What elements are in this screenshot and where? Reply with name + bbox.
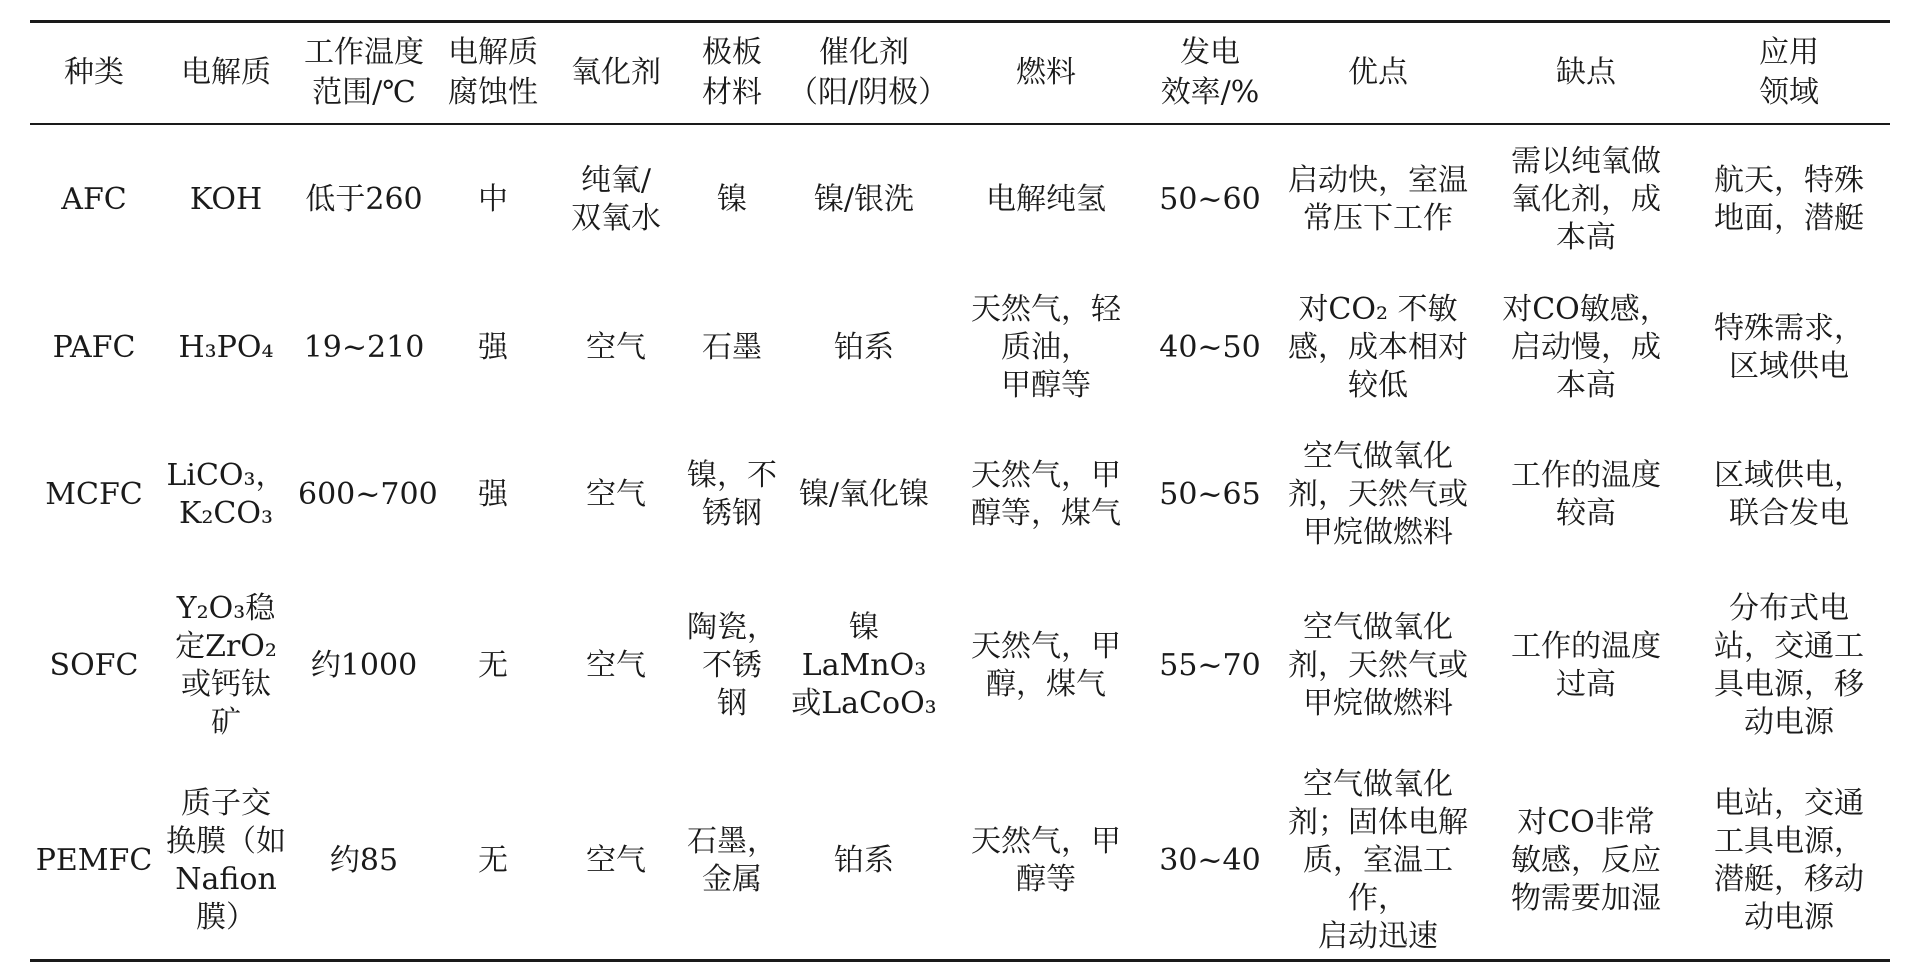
cell-corrosiveness: 无	[478, 648, 508, 683]
cell-type: PAFC	[52, 330, 136, 365]
cell-type: MCFC	[45, 477, 143, 512]
cell-fuel: 天然气，轻 质油， 甲醇等	[971, 292, 1121, 403]
cell-efficiency: 30~40	[1159, 843, 1261, 879]
cell-corrosiveness: 强	[478, 330, 508, 365]
cell-advantages: 对CO₂ 不敏 感，成本相对 较低	[1288, 292, 1468, 403]
cell-oxidant: 空气	[586, 843, 646, 879]
table-row-afc	[30, 124, 1890, 274]
cell-type: AFC	[61, 181, 127, 217]
header-type: 种类	[64, 55, 124, 90]
cell-electrolyte: H₃PO₄	[178, 330, 274, 365]
header-fuel: 燃料	[1016, 55, 1076, 90]
cell-fuel: 天然气，甲 醇等，煤气	[971, 458, 1121, 531]
cell-advantages: 启动快，室温 常压下工作	[1288, 162, 1468, 236]
cell-electrolyte: 质子交 换膜（如 Nafion 膜）	[166, 786, 286, 936]
header-temperature: 工作温度 范围/℃	[304, 35, 424, 110]
header-oxidant: 氧化剂	[571, 55, 661, 90]
table-header-row	[30, 22, 1890, 125]
table-row-pafc	[30, 274, 1890, 422]
cell-efficiency: 55~70	[1159, 648, 1261, 683]
cell-temperature: 约1000	[310, 648, 418, 683]
cell-advantages: 空气做氧化 剂，天然气或 甲烷做燃料	[1288, 610, 1468, 721]
cell-fuel: 天然气，甲 醇，煤气	[971, 629, 1121, 702]
cell-advantages: 空气做氧化 剂；固体电解 质，室温工作， 启动迅速	[1288, 767, 1468, 955]
cell-advantages: 空气做氧化 剂，天然气或 甲烷做燃料	[1288, 439, 1468, 550]
cell-corrosiveness: 中	[478, 181, 508, 217]
cell-plate-material: 镍	[717, 181, 747, 217]
cell-plate-material: 石墨	[702, 330, 762, 365]
cell-efficiency: 40~50	[1159, 330, 1261, 365]
cell-disadvantages: 需以纯氧做 氧化剂，成 本高	[1511, 143, 1661, 255]
header-applications: 应用 领域	[1759, 35, 1819, 110]
cell-catalyst: 铂系	[834, 843, 894, 879]
header-efficiency: 发电 效率/%	[1160, 35, 1260, 110]
cell-temperature: 低于260	[305, 181, 423, 217]
cell-corrosiveness: 无	[478, 843, 508, 879]
cell-catalyst: 镍/银洗	[813, 181, 915, 217]
cell-applications: 分布式电 站，交通工 具电源，移 动电源	[1714, 591, 1864, 740]
cell-corrosiveness: 强	[478, 477, 508, 512]
cell-oxidant: 空气	[586, 330, 646, 365]
cell-oxidant: 空气	[586, 477, 646, 512]
cell-catalyst: 铂系	[834, 330, 894, 365]
cell-plate-material: 陶瓷， 不锈 钢	[687, 610, 777, 721]
cell-fuel: 电解纯氢	[986, 181, 1106, 217]
cell-type: PEMFC	[35, 843, 153, 879]
cell-plate-material: 石墨， 金属	[687, 824, 777, 898]
header-electrolyte: 电解质	[181, 55, 271, 90]
header-advantages: 优点	[1348, 55, 1408, 90]
header-disadvantages: 缺点	[1556, 55, 1616, 90]
cell-applications: 特殊需求， 区域供电	[1714, 311, 1864, 384]
cell-catalyst: 镍LaMnO₃ 或LaCoO₃	[791, 610, 937, 721]
table-row-mcfc	[30, 422, 1890, 568]
cell-plate-material: 镍，不 锈钢	[687, 458, 777, 531]
cell-applications: 航天，特殊 地面，潜艇	[1714, 162, 1864, 236]
header-corrosiveness: 电解质 腐蚀性	[448, 35, 538, 110]
cell-oxidant: 空气	[586, 648, 646, 683]
cell-temperature: 19~210	[303, 330, 425, 365]
cell-electrolyte: Y₂O₃稳 定ZrO₂ 或钙钛 矿	[175, 591, 277, 740]
cell-disadvantages: 工作的温度 过高	[1511, 629, 1661, 702]
cell-catalyst: 镍/氧化镍	[798, 477, 930, 512]
cell-electrolyte: LiCO₃， K₂CO₃	[166, 458, 286, 531]
fuel-cell-comparison-table	[30, 20, 1890, 962]
cell-efficiency: 50~60	[1159, 181, 1261, 217]
cell-oxidant: 纯氧/ 双氧水	[571, 162, 661, 236]
cell-disadvantages: 对CO非常 敏感，反应 物需要加湿	[1511, 805, 1661, 917]
cell-electrolyte: KOH	[189, 181, 263, 217]
cell-disadvantages: 工作的温度 较高	[1511, 458, 1661, 531]
cell-applications: 区域供电， 联合发电	[1714, 458, 1864, 531]
cell-efficiency: 50~65	[1159, 477, 1261, 512]
header-plate-material: 极板 材料	[702, 35, 762, 110]
table-row-sofc	[30, 568, 1890, 764]
cell-fuel: 天然气，甲 醇等	[971, 824, 1121, 898]
cell-disadvantages: 对CO敏感， 启动慢，成 本高	[1502, 292, 1670, 403]
cell-temperature: 600~700	[298, 477, 438, 512]
cell-type: SOFC	[49, 648, 139, 683]
cell-applications: 电站，交通 工具电源， 潜艇，移动 动电源	[1714, 786, 1864, 936]
cell-temperature: 约85	[329, 843, 399, 879]
table-row-pemfc	[30, 764, 1890, 960]
header-catalyst: 催化剂 （阳/阴极）	[788, 35, 949, 110]
